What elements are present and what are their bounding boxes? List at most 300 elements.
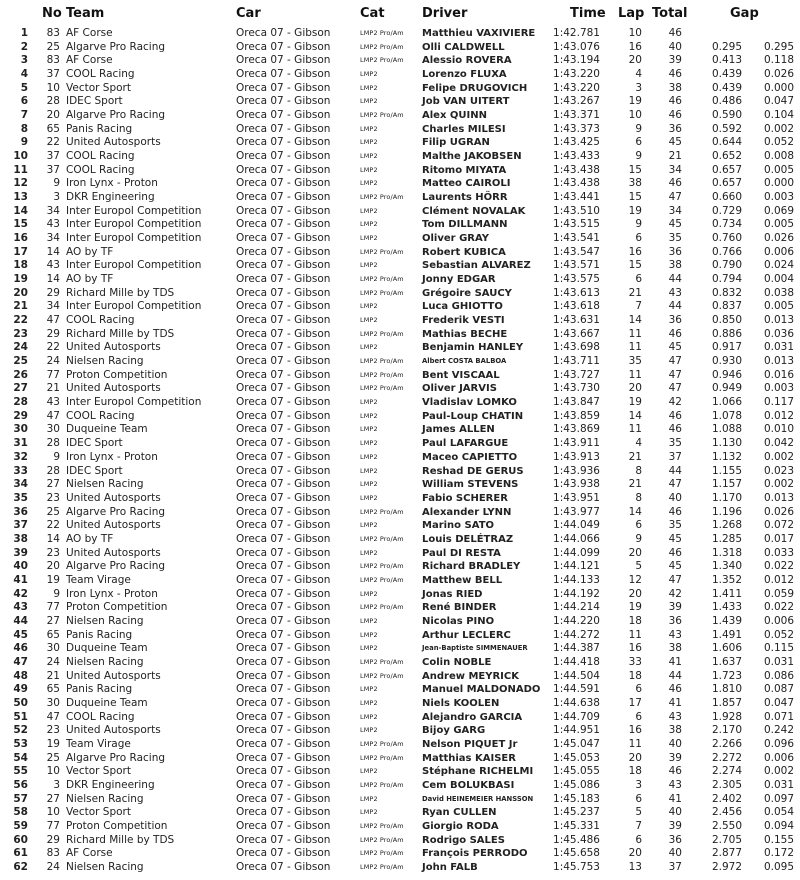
driver-name: Lorenzo FLUXA bbox=[422, 69, 507, 81]
total-laps: 43 bbox=[668, 286, 682, 299]
position: 51 bbox=[13, 710, 28, 723]
team-name: Vector Sport bbox=[66, 81, 131, 94]
lap-time: 1:45.331 bbox=[553, 819, 600, 832]
team-name: Algarve Pro Racing bbox=[66, 560, 166, 573]
category: LMP2 bbox=[360, 685, 378, 694]
header-cat: Cat bbox=[360, 6, 385, 21]
driver-name: Felipe DRUGOVICH bbox=[422, 82, 528, 94]
gap-to-leader: 1.606 bbox=[711, 642, 742, 655]
gap-to-previous: 0.000 bbox=[763, 177, 794, 190]
driver-name: Clément NOVALAK bbox=[422, 205, 526, 217]
table-row bbox=[0, 629, 800, 643]
team-name: IDEC Sport bbox=[66, 437, 123, 450]
position: 26 bbox=[13, 368, 28, 381]
car-number: 28 bbox=[46, 464, 60, 477]
car-number: 28 bbox=[46, 95, 60, 108]
driver-name: Luca GHIOTTO bbox=[422, 301, 503, 313]
gap-to-leader: 1.318 bbox=[711, 546, 742, 559]
table-row bbox=[0, 41, 800, 55]
car-number: 9 bbox=[53, 177, 60, 190]
gap-to-leader: 0.949 bbox=[711, 382, 742, 395]
car-model: Oreca 07 - Gibson bbox=[236, 27, 331, 39]
driver-name: Manuel MALDONADO bbox=[422, 684, 541, 696]
gap-to-leader: 1.157 bbox=[711, 478, 742, 491]
category: LMP2 Pro/Am bbox=[360, 821, 404, 830]
driver-name: Niels KOOLEN bbox=[422, 697, 500, 709]
gap-to-leader: 0.592 bbox=[711, 122, 742, 135]
driver-name: Matthias KAISER bbox=[422, 752, 516, 764]
driver-name: Jean-Baptiste SIMMENAUER bbox=[422, 644, 528, 653]
team-name: Proton Competition bbox=[66, 819, 168, 832]
gap-to-previous: 0.095 bbox=[763, 860, 794, 873]
lap-time: 1:45.183 bbox=[553, 792, 600, 805]
team-name: AO by TF bbox=[66, 273, 114, 286]
car-model: Oreca 07 - Gibson bbox=[236, 505, 331, 518]
car-model: Oreca 07 - Gibson bbox=[236, 355, 331, 368]
lap-time: 1:43.425 bbox=[553, 136, 600, 149]
lap-time: 1:43.911 bbox=[553, 437, 600, 450]
table-row bbox=[0, 670, 800, 684]
car-number: 21 bbox=[46, 669, 60, 682]
category: LMP2 bbox=[360, 124, 378, 133]
car-number: 27 bbox=[46, 792, 60, 805]
lap-time: 1:43.730 bbox=[553, 382, 600, 395]
position: 36 bbox=[13, 505, 28, 518]
category: LMP2 bbox=[360, 466, 378, 475]
category: LMP2 bbox=[360, 439, 378, 448]
gap-to-previous: 0.038 bbox=[763, 286, 794, 299]
team-name: AO by TF bbox=[66, 532, 114, 545]
lap-time: 1:43.951 bbox=[553, 491, 600, 504]
table-row bbox=[0, 465, 800, 479]
team-name: Nielsen Racing bbox=[66, 655, 144, 668]
total-laps: 46 bbox=[668, 95, 682, 108]
best-lap: 6 bbox=[635, 833, 642, 846]
lap-time: 1:44.272 bbox=[553, 628, 600, 641]
best-lap: 18 bbox=[628, 669, 642, 682]
gap-to-previous: 0.059 bbox=[763, 587, 794, 600]
gap-to-previous: 0.010 bbox=[763, 423, 794, 436]
gap-to-previous: 0.022 bbox=[763, 560, 794, 573]
car-model: Oreca 07 - Gibson bbox=[236, 95, 331, 108]
table-row bbox=[0, 341, 800, 355]
table-row bbox=[0, 246, 800, 260]
car-number: 25 bbox=[46, 40, 60, 53]
driver-name: Oliver GRAY bbox=[422, 233, 490, 245]
table-row bbox=[0, 588, 800, 602]
position: 45 bbox=[13, 628, 28, 641]
team-name: Panis Racing bbox=[66, 122, 133, 135]
lap-time: 1:44.220 bbox=[553, 614, 600, 627]
position: 56 bbox=[13, 778, 28, 791]
header-no: No bbox=[42, 6, 62, 21]
table-row bbox=[0, 765, 800, 779]
position: 23 bbox=[13, 327, 28, 340]
category: LMP2 bbox=[360, 97, 378, 106]
car-model: Oreca 07 - Gibson bbox=[236, 368, 331, 381]
total-laps: 41 bbox=[668, 655, 682, 668]
gap-to-previous: 0.118 bbox=[763, 54, 794, 67]
gap-to-previous: 0.047 bbox=[763, 95, 794, 108]
category: LMP2 bbox=[360, 261, 378, 270]
team-name: Richard Mille by TDS bbox=[66, 286, 175, 299]
best-lap: 11 bbox=[628, 327, 642, 340]
best-lap: 16 bbox=[628, 245, 642, 258]
gap-to-leader: 0.850 bbox=[711, 314, 742, 327]
category: LMP2 Pro/Am bbox=[360, 384, 404, 393]
team-name: AO by TF bbox=[66, 245, 114, 258]
table-row bbox=[0, 560, 800, 574]
table-row bbox=[0, 423, 800, 437]
position: 50 bbox=[13, 696, 28, 709]
team-name: AF Corse bbox=[66, 54, 113, 67]
category: LMP2 bbox=[360, 808, 378, 817]
team-name: United Autosports bbox=[66, 491, 161, 504]
car-number: 30 bbox=[46, 423, 60, 436]
position: 9 bbox=[20, 136, 28, 149]
total-laps: 43 bbox=[668, 710, 682, 723]
category: LMP2 bbox=[360, 220, 378, 229]
car-model: Oreca 07 - Gibson bbox=[236, 751, 331, 764]
category: LMP2 Pro/Am bbox=[360, 862, 404, 871]
team-name: Vector Sport bbox=[66, 765, 131, 778]
best-lap: 19 bbox=[628, 95, 642, 108]
gap-to-previous: 0.016 bbox=[763, 368, 794, 381]
lap-time: 1:43.438 bbox=[553, 177, 600, 190]
best-lap: 20 bbox=[628, 382, 642, 395]
gap-to-previous: 0.242 bbox=[763, 724, 794, 737]
gap-to-previous: 0.054 bbox=[763, 806, 794, 819]
category: LMP2 Pro/Am bbox=[360, 370, 404, 379]
table-row bbox=[0, 396, 800, 410]
table-row bbox=[0, 738, 800, 752]
best-lap: 9 bbox=[635, 218, 642, 231]
driver-name: John FALB bbox=[422, 861, 478, 873]
best-lap: 11 bbox=[628, 628, 642, 641]
team-name: Team Virage bbox=[66, 737, 131, 750]
car-model: Oreca 07 - Gibson bbox=[236, 109, 331, 122]
category: LMP2 bbox=[360, 152, 378, 161]
car-model: Oreca 07 - Gibson bbox=[236, 532, 331, 545]
driver-name: René BINDER bbox=[422, 602, 497, 614]
car-model: Oreca 07 - Gibson bbox=[236, 218, 331, 231]
driver-name: Alejandro GARCIA bbox=[422, 711, 523, 723]
category: LMP2 bbox=[360, 616, 378, 625]
gap-to-leader: 1.132 bbox=[711, 450, 742, 463]
gap-to-leader: 1.130 bbox=[711, 437, 742, 450]
category: LMP2 bbox=[360, 425, 378, 434]
table-row bbox=[0, 382, 800, 396]
driver-name: Matteo CAIROLI bbox=[422, 178, 511, 190]
driver-name: Maceo CAPIETTO bbox=[422, 451, 518, 463]
lap-time: 1:45.658 bbox=[553, 847, 600, 860]
table-row bbox=[0, 834, 800, 848]
car-model: Oreca 07 - Gibson bbox=[236, 423, 331, 436]
best-lap: 15 bbox=[628, 191, 642, 204]
best-lap: 9 bbox=[635, 532, 642, 545]
driver-name: Bent VISCAAL bbox=[422, 369, 500, 381]
lap-time: 1:43.194 bbox=[553, 54, 600, 67]
gap-to-leader: 1.857 bbox=[711, 696, 742, 709]
team-name: United Autosports bbox=[66, 136, 161, 149]
car-model: Oreca 07 - Gibson bbox=[236, 437, 331, 450]
position: 60 bbox=[13, 833, 28, 846]
gap-to-leader: 0.657 bbox=[711, 177, 742, 190]
total-laps: 35 bbox=[668, 232, 682, 245]
gap-to-leader: 2.272 bbox=[711, 751, 742, 764]
gap-to-leader: 1.196 bbox=[711, 505, 742, 518]
category: LMP2 Pro/Am bbox=[360, 329, 404, 338]
total-laps: 37 bbox=[668, 450, 682, 463]
car-model: Oreca 07 - Gibson bbox=[236, 409, 331, 422]
gap-to-leader: 0.930 bbox=[711, 355, 742, 368]
team-name: AF Corse bbox=[66, 847, 113, 860]
lap-time: 1:44.099 bbox=[553, 546, 600, 559]
position: 58 bbox=[13, 806, 28, 819]
table-row bbox=[0, 328, 800, 342]
category: LMP2 Pro/Am bbox=[360, 56, 404, 65]
team-name: Nielsen Racing bbox=[66, 792, 144, 805]
gap-to-previous: 0.017 bbox=[763, 532, 794, 545]
gap-to-leader: 1.433 bbox=[711, 601, 742, 614]
team-name: Iron Lynx - Proton bbox=[66, 450, 158, 463]
car-model: Oreca 07 - Gibson bbox=[236, 54, 331, 67]
car-model: Oreca 07 - Gibson bbox=[236, 628, 331, 641]
gap-to-leader: 1.155 bbox=[711, 464, 742, 477]
driver-name: Bijoy GARG bbox=[422, 725, 486, 737]
car-number: 14 bbox=[46, 532, 60, 545]
gap-to-leader: 1.637 bbox=[711, 655, 742, 668]
position: 42 bbox=[13, 587, 28, 600]
gap-to-leader: 1.340 bbox=[711, 560, 742, 573]
team-name: Inter Europol Competition bbox=[66, 218, 202, 231]
category: LMP2 Pro/Am bbox=[360, 671, 404, 680]
car-number: 37 bbox=[46, 150, 60, 163]
category: LMP2 bbox=[360, 548, 378, 557]
table-row bbox=[0, 232, 800, 246]
category: LMP2 bbox=[360, 206, 378, 215]
driver-name: Filip UGRAN bbox=[422, 137, 490, 149]
category: LMP2 Pro/Am bbox=[360, 29, 404, 37]
total-laps: 46 bbox=[668, 423, 682, 436]
driver-name: Louis DELÉTRAZ bbox=[422, 533, 514, 545]
lap-time: 1:43.220 bbox=[553, 81, 600, 94]
gap-to-leader: 1.723 bbox=[711, 669, 742, 682]
position: 61 bbox=[13, 847, 28, 860]
total-laps: 47 bbox=[668, 573, 682, 586]
lap-time: 1:45.486 bbox=[553, 833, 600, 846]
driver-name: William STEVENS bbox=[422, 479, 519, 491]
category: LMP2 bbox=[360, 70, 378, 79]
team-name: United Autosports bbox=[66, 546, 161, 559]
lap-time: 1:45.047 bbox=[553, 737, 600, 750]
position: 4 bbox=[20, 68, 28, 81]
gap-to-leader: 2.705 bbox=[711, 833, 742, 846]
table-row bbox=[0, 806, 800, 820]
position: 48 bbox=[13, 669, 28, 682]
position: 49 bbox=[13, 683, 28, 696]
car-number: 3 bbox=[53, 778, 60, 791]
car-number: 22 bbox=[46, 519, 60, 532]
gap-to-leader: 2.550 bbox=[711, 819, 742, 832]
car-number: 77 bbox=[46, 819, 60, 832]
car-number: 37 bbox=[46, 68, 60, 81]
position: 35 bbox=[13, 491, 28, 504]
car-number: 47 bbox=[46, 710, 60, 723]
team-name: Nielsen Racing bbox=[66, 614, 144, 627]
position: 5 bbox=[20, 81, 28, 94]
car-model: Oreca 07 - Gibson bbox=[236, 81, 331, 94]
total-laps: 46 bbox=[668, 327, 682, 340]
car-model: Oreca 07 - Gibson bbox=[236, 860, 331, 873]
car-number: 77 bbox=[46, 601, 60, 614]
gap-to-leader: 2.402 bbox=[711, 792, 742, 805]
category: LMP2 Pro/Am bbox=[360, 357, 404, 366]
car-number: 30 bbox=[46, 642, 60, 655]
total-laps: 40 bbox=[668, 847, 682, 860]
gap-to-previous: 0.004 bbox=[763, 273, 794, 286]
car-model: Oreca 07 - Gibson bbox=[236, 573, 331, 586]
category: LMP2 Pro/Am bbox=[360, 247, 404, 256]
position: 44 bbox=[13, 614, 28, 627]
header-lap: Lap bbox=[618, 6, 645, 21]
gap-to-previous: 0.002 bbox=[763, 122, 794, 135]
total-laps: 40 bbox=[668, 806, 682, 819]
best-lap: 6 bbox=[635, 136, 642, 149]
best-lap: 19 bbox=[628, 601, 642, 614]
lap-time: 1:44.504 bbox=[553, 669, 600, 682]
total-laps: 39 bbox=[668, 54, 682, 67]
gap-to-leader: 0.766 bbox=[711, 245, 742, 258]
driver-name: Mathias BECHE bbox=[422, 328, 508, 340]
total-laps: 47 bbox=[668, 355, 682, 368]
best-lap: 11 bbox=[628, 368, 642, 381]
lap-time: 1:43.847 bbox=[553, 396, 600, 409]
table-row bbox=[0, 273, 800, 287]
team-name: COOL Racing bbox=[66, 710, 135, 723]
team-name: Inter Europol Competition bbox=[66, 300, 202, 313]
gap-to-leader: 1.078 bbox=[711, 409, 742, 422]
gap-to-previous: 0.031 bbox=[763, 341, 794, 354]
car-number: 83 bbox=[46, 54, 60, 67]
total-laps: 36 bbox=[668, 314, 682, 327]
gap-to-previous: 0.026 bbox=[763, 232, 794, 245]
category: LMP2 bbox=[360, 83, 378, 92]
best-lap: 6 bbox=[635, 519, 642, 532]
car-number: 47 bbox=[46, 314, 60, 327]
gap-to-previous: 0.117 bbox=[763, 396, 794, 409]
best-lap: 6 bbox=[635, 683, 642, 696]
gap-to-previous: 0.002 bbox=[763, 478, 794, 491]
gap-to-leader: 0.644 bbox=[711, 136, 742, 149]
total-laps: 47 bbox=[668, 478, 682, 491]
lap-time: 1:43.547 bbox=[553, 245, 600, 258]
car-number: 34 bbox=[46, 204, 60, 217]
position: 54 bbox=[13, 751, 28, 764]
position: 31 bbox=[13, 437, 28, 450]
table-row bbox=[0, 27, 800, 41]
category: LMP2 bbox=[360, 644, 378, 653]
car-number: 19 bbox=[46, 573, 60, 586]
position: 21 bbox=[13, 300, 28, 313]
driver-name: Vladislav LOMKO bbox=[422, 397, 517, 409]
car-model: Oreca 07 - Gibson bbox=[236, 819, 331, 832]
position: 8 bbox=[20, 122, 28, 135]
best-lap: 6 bbox=[635, 792, 642, 805]
category: LMP2 bbox=[360, 712, 378, 721]
position: 1 bbox=[20, 27, 28, 39]
gap-to-previous: 0.104 bbox=[763, 109, 794, 122]
gap-to-previous: 0.006 bbox=[763, 614, 794, 627]
gap-to-leader: 0.657 bbox=[711, 163, 742, 176]
lap-time: 1:45.237 bbox=[553, 806, 600, 819]
best-lap: 20 bbox=[628, 847, 642, 860]
best-lap: 19 bbox=[628, 396, 642, 409]
best-lap: 18 bbox=[628, 765, 642, 778]
category: LMP2 bbox=[360, 411, 378, 420]
team-name: COOL Racing bbox=[66, 409, 135, 422]
position: 46 bbox=[13, 642, 28, 655]
gap-to-previous: 0.087 bbox=[763, 683, 794, 696]
category: LMP2 Pro/Am bbox=[360, 111, 404, 120]
best-lap: 38 bbox=[628, 177, 642, 190]
car-model: Oreca 07 - Gibson bbox=[236, 122, 331, 135]
lap-time: 1:43.571 bbox=[553, 259, 600, 272]
car-model: Oreca 07 - Gibson bbox=[236, 150, 331, 163]
car-model: Oreca 07 - Gibson bbox=[236, 300, 331, 313]
team-name: Proton Competition bbox=[66, 601, 168, 614]
lap-time: 1:43.711 bbox=[553, 355, 600, 368]
gap-to-leader: 0.652 bbox=[711, 150, 742, 163]
team-name: Richard Mille by TDS bbox=[66, 327, 175, 340]
team-name: Duqueine Team bbox=[66, 423, 148, 436]
position: 22 bbox=[13, 314, 28, 327]
car-model: Oreca 07 - Gibson bbox=[236, 765, 331, 778]
gap-to-leader: 0.590 bbox=[711, 109, 742, 122]
car-number: 21 bbox=[46, 382, 60, 395]
gap-to-previous: 0.172 bbox=[763, 847, 794, 860]
gap-to-previous: 0.155 bbox=[763, 833, 794, 846]
gap-to-previous: 0.008 bbox=[763, 150, 794, 163]
table-row bbox=[0, 287, 800, 301]
table-row bbox=[0, 656, 800, 670]
total-laps: 34 bbox=[668, 204, 682, 217]
gap-to-leader: 0.794 bbox=[711, 273, 742, 286]
total-laps: 47 bbox=[668, 382, 682, 395]
car-number: 23 bbox=[46, 491, 60, 504]
lap-time: 1:43.371 bbox=[553, 109, 600, 122]
table-row bbox=[0, 506, 800, 520]
car-number: 10 bbox=[46, 806, 60, 819]
gap-to-leader: 2.972 bbox=[711, 860, 742, 873]
table-row bbox=[0, 574, 800, 588]
car-number: 30 bbox=[46, 696, 60, 709]
total-laps: 37 bbox=[668, 860, 682, 873]
gap-to-leader: 0.439 bbox=[711, 68, 742, 81]
total-laps: 40 bbox=[668, 737, 682, 750]
total-laps: 41 bbox=[668, 696, 682, 709]
car-number: 3 bbox=[53, 191, 60, 204]
table-row bbox=[0, 355, 800, 369]
category: LMP2 Pro/Am bbox=[360, 275, 404, 284]
team-name: Vector Sport bbox=[66, 806, 131, 819]
category: LMP2 Pro/Am bbox=[360, 657, 404, 666]
gap-to-previous: 0.047 bbox=[763, 696, 794, 709]
table-row bbox=[0, 314, 800, 328]
position: 13 bbox=[13, 191, 28, 204]
lap-time: 1:43.938 bbox=[553, 478, 600, 491]
driver-name: Albert COSTA BALBOA bbox=[422, 357, 507, 366]
